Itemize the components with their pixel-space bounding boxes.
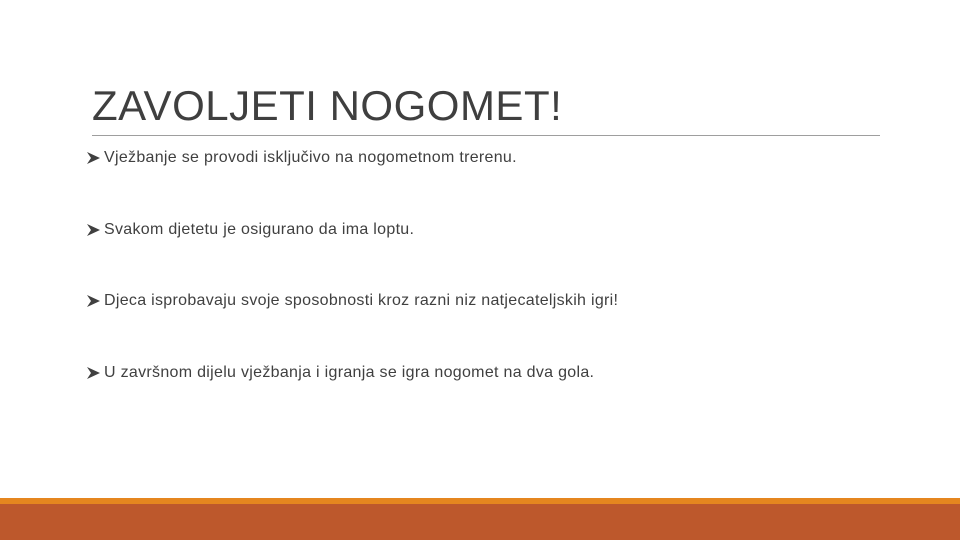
arrowhead-bullet-icon (86, 150, 102, 166)
bullet-text: U završnom dijelu vježbanja i igranja se igra nogomet na dva gola. (104, 364, 595, 381)
bullet-item (86, 289, 618, 313)
bullet-item (86, 146, 517, 170)
bullet-text: Svakom djetetu je osigurano da ima loptu. (104, 221, 415, 238)
arrowhead-bullet-icon (86, 222, 102, 238)
bullet-item (86, 218, 414, 242)
bullet-item (86, 361, 594, 385)
title-divider (92, 135, 880, 136)
footer-band (0, 504, 960, 540)
slide-title: ZAVOLJETI NOGOMET! (92, 82, 563, 129)
bullet-text: Djeca isprobavaju svoje sposobnosti kroz razni niz natjecateljskih igri! (104, 292, 619, 309)
arrowhead-bullet-icon (86, 365, 102, 381)
arrowhead-bullet-icon (86, 293, 102, 309)
bullet-text: Vježbanje se provodi isključivo na nogometnom trerenu. (104, 149, 517, 166)
